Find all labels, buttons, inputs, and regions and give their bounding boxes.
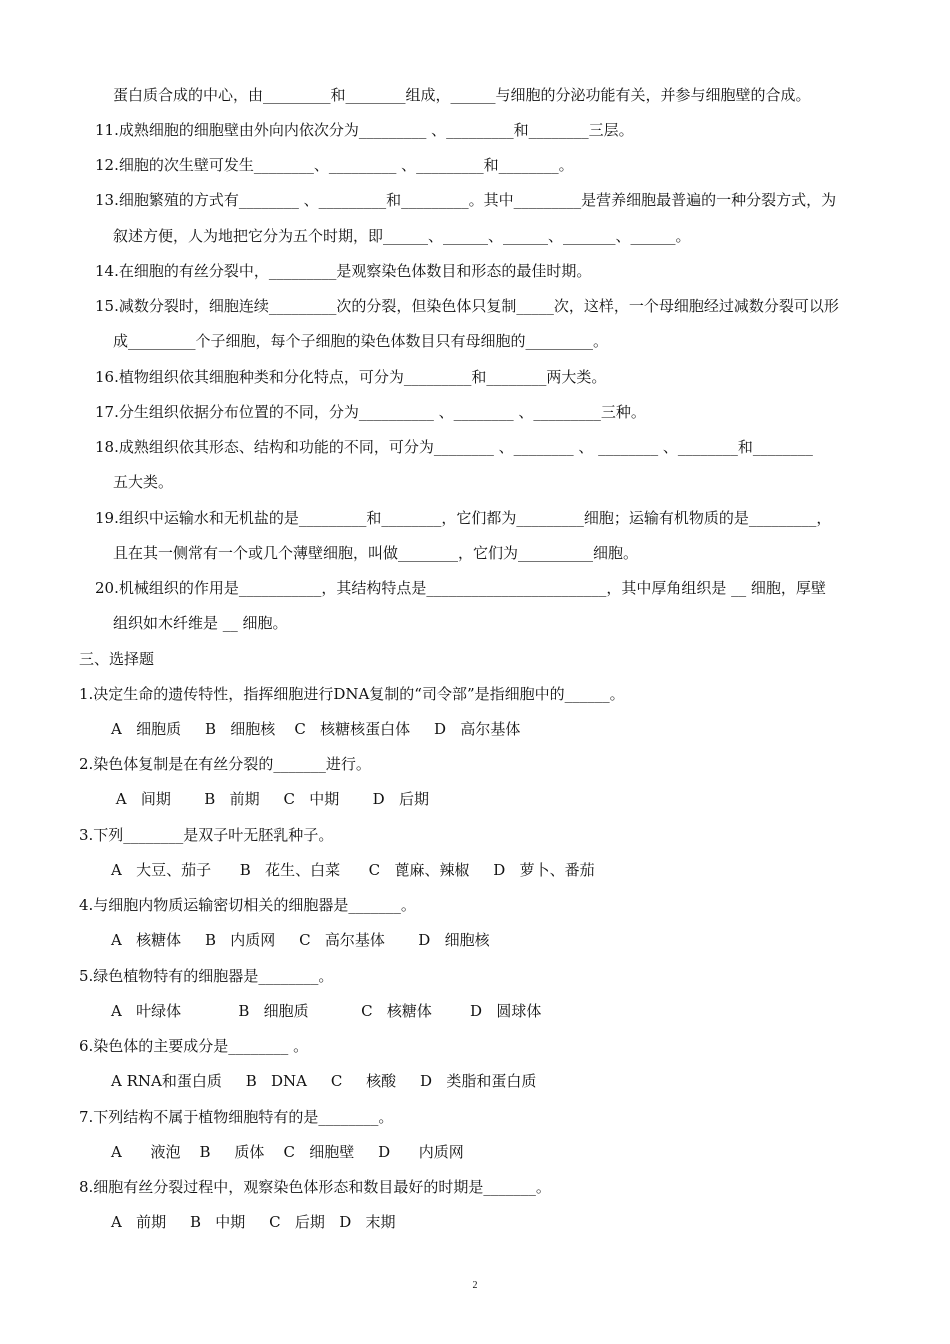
question-18-line-2: 五大类。 (113, 473, 174, 491)
choice-question-1: 1.决定生命的遗传特性，指挥细胞进行DNA复制的“司令部”是指细胞中的______。 (79, 685, 625, 703)
choice-question-6: 6.染色体的主要成分是________ 。 (79, 1037, 309, 1055)
choice-options-4: A 核糖体 B 内质网 C 高尔基体 D 细胞核 (111, 931, 490, 949)
choice-question-2: 2.染色体复制是在有丝分裂的_______进行。 (79, 755, 371, 773)
section-heading-choice: 三、选择题 (79, 650, 155, 668)
choice-options-8: A 前期 B 中期 C 后期 D 末期 (111, 1213, 396, 1231)
question-13-line-1: 13.细胞繁殖的方式有________ 、_________和_________。其中_________是营养细胞最普遍的一种分裂方式，为 (95, 191, 837, 209)
question-11: 11.成熟细胞的细胞壁由外向内依次分为_________ 、_________和________三层。 (95, 121, 634, 139)
choice-question-7: 7.下列结构不属于植物细胞特有的是________。 (79, 1108, 394, 1126)
question-17: 17.分生组织依据分布位置的不同，分为__________ 、________ 、_________三种。 (95, 403, 646, 421)
choice-question-4: 4.与细胞内物质运输密切相关的细胞器是_______。 (79, 896, 416, 914)
page-number: 2 (472, 1280, 478, 1291)
question-15-line-2: 成_________个子细胞，每个子细胞的染色体数目只有母细胞的_________。 (113, 332, 609, 350)
q10-continuation: 蛋白质合成的中心，由_________和________组成，______与细胞的分泌功能有关，并参与细胞壁的合成。 (113, 86, 811, 104)
choice-question-8: 8.细胞有丝分裂过程中，观察染色体形态和数目最好的时期是_______。 (79, 1178, 551, 1196)
question-15-line-1: 15.减数分裂时，细胞连续_________次的分裂，但染色体只复制_____次，这样，一个母细胞经过减数分裂可以形 (95, 297, 839, 315)
question-16: 16.植物组织依其细胞种类和分化特点，可分为_________和________两大类。 (95, 368, 607, 386)
choice-options-6: A RNA和蛋白质 B DNA C 核酸 D 类脂和蛋白质 (111, 1072, 537, 1090)
question-18-line-1: 18.成熟组织依其形态、结构和功能的不同，可分为________ 、________ 、 ________ 、________和________ (95, 438, 813, 456)
choice-options-1: A 细胞质 B 细胞核 C 核糖核蛋白体 D 高尔基体 (111, 720, 521, 738)
question-13-line-2: 叙述方便，人为地把它分为五个时期，即______、______、______、_______、______。 (113, 227, 691, 245)
question-12: 12.细胞的次生壁可发生________、_________ 、_________和________。 (95, 156, 574, 174)
choice-options-5: A 叶绿体 B 细胞质 C 核糖体 D 圆球体 (111, 1002, 542, 1020)
choice-options-3: A 大豆、茄子 B 花生、白菜 C 蓖麻、辣椒 D 萝卜、番茄 (111, 861, 595, 879)
question-19-line-2: 且在其一侧常有一个或几个薄壁细胞，叫做________，它们为__________细胞。 (113, 544, 639, 562)
question-20-line-2: 组织如木纤维是 __ 细胞。 (113, 614, 288, 632)
question-14: 14.在细胞的有丝分裂中，_________是观察染色体数目和形态的最佳时期。 (95, 262, 592, 280)
choice-options-7: A 液泡 B 质体 C 细胞壁 D 内质网 (111, 1143, 464, 1161)
question-19-line-1: 19.组织中运输水和无机盐的是_________和________，它们都为_________细胞；运输有机物质的是_________， (95, 509, 832, 527)
question-20-line-1: 20.机械组织的作用是___________，其结构特点是________________________，其中厚角组织是 __ 细胞，厚壁 (95, 579, 826, 597)
choice-options-2: A 间期 B 前期 C 中期 D 后期 (111, 790, 429, 808)
choice-question-5: 5.绿色植物特有的细胞器是________。 (79, 967, 334, 985)
choice-question-3: 3.下列________是双子叶无胚乳种子。 (79, 826, 334, 844)
